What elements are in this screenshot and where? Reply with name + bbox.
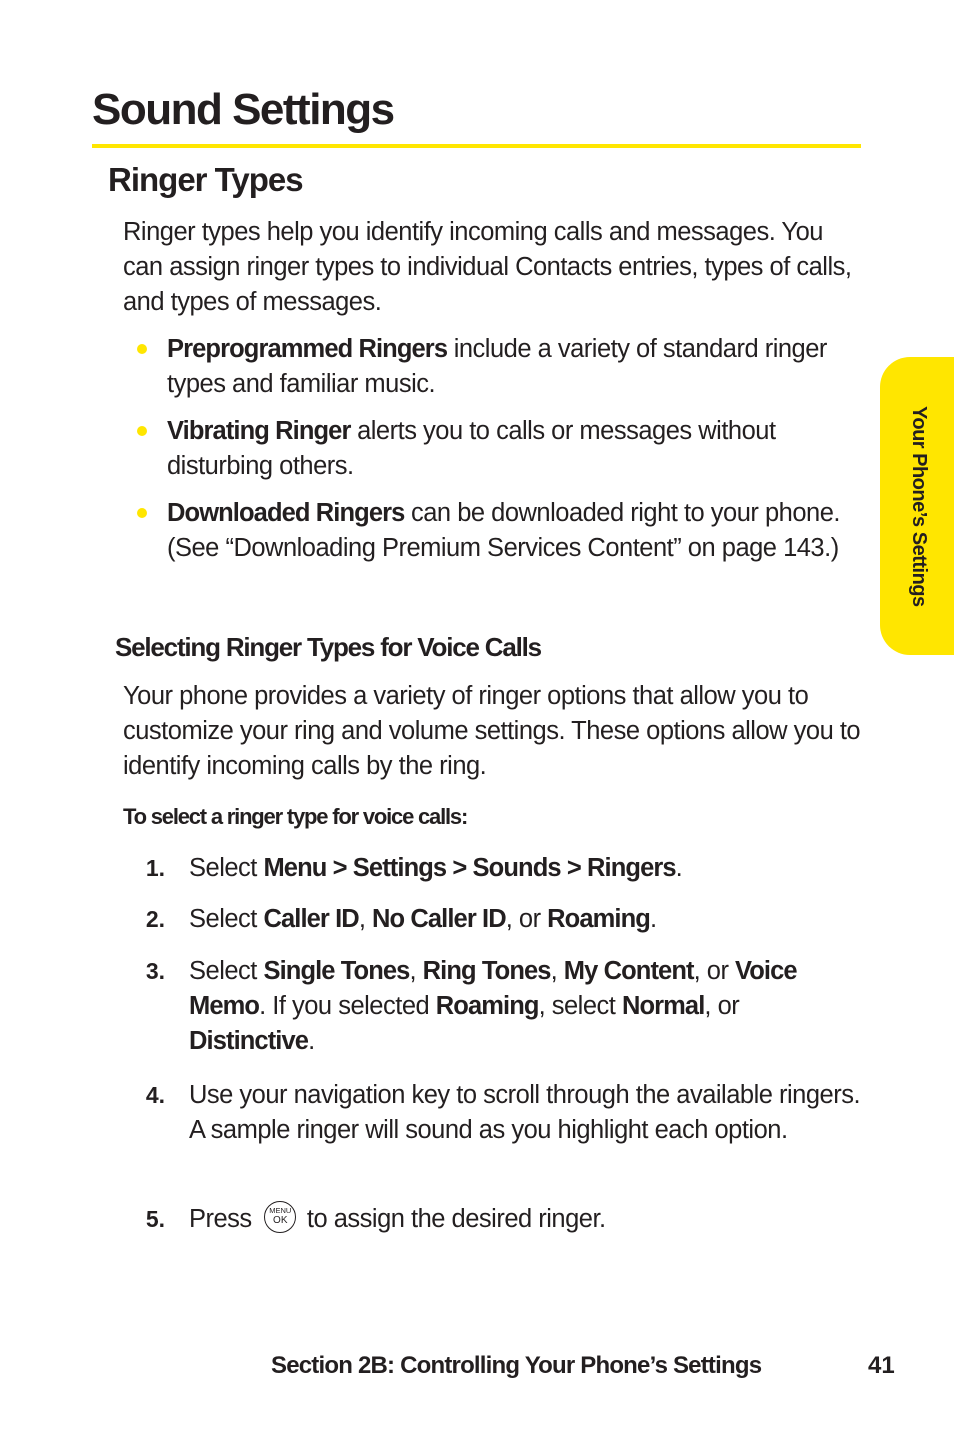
section-heading: Ringer Types <box>108 161 303 198</box>
instruction-label: To select a ringer type for voice calls: <box>123 804 468 829</box>
bullet-item <box>167 496 857 566</box>
step-text: Select Single Tones, Ring Tones, My Content, or Voice Memo. If you selected Roaming, select Normal, or Distinctive. <box>189 957 797 1055</box>
footer-section-title: Section 2B: Controlling Your Phone’s Settings <box>271 1352 762 1379</box>
step-text: Use your navigation key to scroll through the available ringers. A sample ringer will sound as you highlight each option. <box>189 1081 861 1144</box>
body-paragraph: Your phone provides a variety of ringer options that allow you to customize your ring and volume settings. These options allow you to identify incoming calls by the ring. <box>123 682 861 780</box>
title-divider <box>92 144 861 148</box>
bullet-item <box>167 414 857 484</box>
bullet-text: can be downloaded right to your phone. (See “Downloading Premium Services Content” on page 143.) <box>167 499 840 562</box>
side-tab-label: Your Phone’s Settings <box>908 405 930 607</box>
bullet-dot <box>137 508 147 518</box>
bullet-dot <box>137 426 147 436</box>
step-number: 5. <box>145 1206 165 1232</box>
step-text: Press MENU OK to assign the desired ringer. <box>189 1202 869 1237</box>
bullet-term: Downloaded Ringers <box>167 499 405 527</box>
step-text: Select Menu > Settings > Sounds > Ringers. <box>189 854 683 882</box>
subheading: Selecting Ringer Types for Voice Calls <box>115 632 541 662</box>
bullet-term: Vibrating Ringer <box>167 417 351 445</box>
page-number: 41 <box>868 1352 895 1379</box>
step-number: 2. <box>145 906 165 932</box>
step-text: Select Caller ID, No Caller ID, or Roaming. <box>189 905 657 933</box>
intro-paragraph: Ringer types help you identify incoming calls and messages. You can assign ringer types to individual Contacts entries, types of calls, and types of messages. <box>123 218 852 316</box>
bullet-text: alerts you to calls or messages without disturbing others. <box>167 417 776 480</box>
bullet-dot <box>137 344 147 354</box>
bullet-item <box>167 332 857 402</box>
chapter-side-tab <box>880 357 954 655</box>
step-number: 3. <box>145 958 165 984</box>
menu-ok-key-icon: MENU OK <box>264 1201 296 1233</box>
step-number: 1. <box>145 855 165 881</box>
page-title: Sound Settings <box>92 85 394 134</box>
step-number: 4. <box>145 1082 165 1108</box>
bullet-text: include a variety of standard ringer types and familiar music. <box>167 335 827 398</box>
bullet-term: Preprogrammed Ringers <box>167 335 448 363</box>
